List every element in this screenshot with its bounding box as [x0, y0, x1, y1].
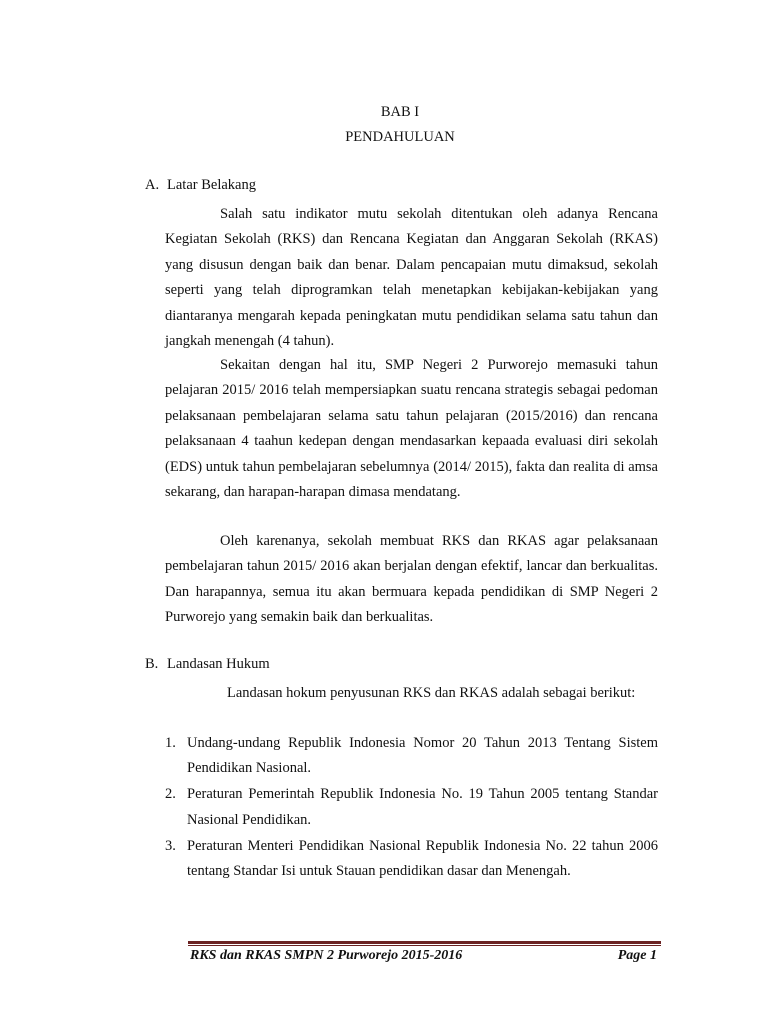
- list-item: [165, 834, 658, 885]
- footer-page-number: Page 1: [617, 948, 657, 963]
- list-item-number: 3.: [165, 837, 176, 854]
- section-a-heading: [145, 177, 256, 194]
- section-b-intro: Landasan hokum penyusunan RKS dan RKAS adalah sebagai berikut:: [227, 685, 636, 701]
- footer-divider: [188, 941, 661, 946]
- legal-basis-list: [165, 731, 658, 885]
- list-item-text: Peraturan Pemerintah Republik Indonesia No. 19 Tahun 2005 tentang Standar Nasional Pendidikan.: [187, 786, 658, 828]
- section-b-marker: B.: [145, 656, 159, 672]
- list-item-text: Undang-undang Republik Indonesia Nomor 20 Tahun 2013 Tentang Sistem Pendidikan Nasional.: [187, 735, 658, 777]
- section-a-paragraph-1: Salah satu indikator mutu sekolah ditentukan oleh adanya Rencana Kegiatan Sekolah (RKS) dan Rencana Kegiatan dan Anggaran Sekolah (RKAS) yang disusun dengan baik dan benar. Dalam pencapaian mutu dimaksud, sekolah seperti yang telah diprogramkan telah menetapkan kebijakan-kebijakan yang diantaranya mengarah kepada peningkatan mutu pendidikan selama satu tahun dan jangkah menengah (4 tahun).: [165, 206, 658, 350]
- footer-document-title: RKS dan RKAS SMPN 2 Purworejo 2015-2016: [190, 948, 463, 963]
- section-a-title: Latar Belakang: [167, 177, 256, 193]
- section-a-paragraph-3: Oleh karenanya, sekolah membuat RKS dan RKAS agar pelaksanaan pembelajaran tahun 2015/ 2016 akan berjalan dengan efektif, lancar dan berkualitas. Dan harapannya, semua itu akan bermuara kepada pendidikan di SMP Negeri 2 Purworejo yang semakin baik dan berkualitas.: [165, 533, 658, 626]
- section-a-paragraph-2: Sekaitan dengan hal itu, SMP Negeri 2 Purworejo memasuki tahun pelajaran 2015/ 2016 telah mempersiapkan suatu rencana strategis sebagai pedoman pelaksanaan pembelajaran selama satu tahun pelajaran (2015/2016) dan rencana pelaksanaan 4 taahun kedepan dengan mendasarkan kepaada evaluasi diri sekolah (EDS) untuk tahun pembelajaran sebelumnya (2014/ 2015), fakta dan realita di amsa sekarang, dan harapan-harapan dimasa mendatang.: [165, 357, 658, 501]
- list-item: [165, 731, 658, 782]
- section-a-marker: A.: [145, 177, 160, 193]
- list-item-number: 2.: [165, 786, 176, 803]
- section-b-title: Landasan Hukum: [167, 656, 270, 672]
- list-item: [165, 782, 658, 833]
- list-item-number: 1.: [165, 735, 176, 751]
- list-item-text: Peraturan Menteri Pendidikan Nasional Republik Indonesia No. 22 tahun 2006 tentang Standar Isi untuk Stauan pendidikan dasar dan Menengah.: [187, 837, 658, 880]
- chapter-title: PENDAHULUAN: [345, 129, 455, 145]
- section-b-heading: [145, 656, 270, 673]
- chapter-number: BAB I: [380, 104, 420, 120]
